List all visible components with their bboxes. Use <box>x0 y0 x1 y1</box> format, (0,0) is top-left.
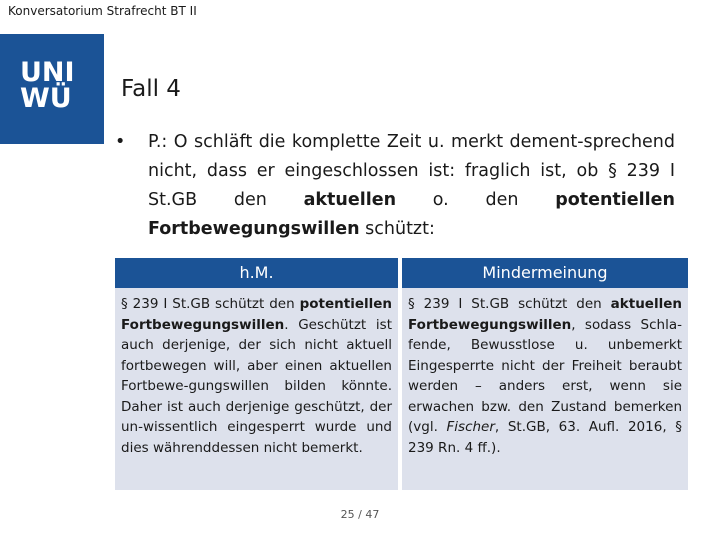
column-heading-hm: h.M. <box>115 258 398 288</box>
university-logo <box>0 34 104 144</box>
course-title: Konversatorium Strafrecht BT II <box>8 4 197 18</box>
bullet-bold-potentiellen: potentiellen Fortbewegungswillen <box>148 190 675 239</box>
column-body-mindermeinung <box>402 288 688 490</box>
bullet-text <box>148 128 675 244</box>
logo-line-2: WÜ <box>20 83 72 114</box>
column-majority-opinion <box>115 258 398 490</box>
column-bold-text: aktuellen Fortbewegungswillen <box>408 296 682 333</box>
slide-title: Fall 4 <box>121 76 181 102</box>
column-heading-mindermeinung: Mindermeinung <box>402 258 688 288</box>
column-text-part: . Geschützt ist auch derjenige, der sich nicht aktuell fortbewegen will, aber einen aktuellen Fortbewe-gungswillen bilden könnte. Daher ist auch derjenige geschützt, der un-wissentlich eingesperrt wurde und dies währenddessen nicht bemerkt. <box>121 316 392 456</box>
bullet-point <box>115 128 675 244</box>
column-bold-text: potentiellen Fortbewegungswillen <box>121 296 392 333</box>
column-italic-text: Fischer <box>446 419 495 435</box>
column-text-part: § 239 I St.GB schützt den <box>121 296 300 312</box>
column-text-part: , sodass Schla-fende, Bewusstlose u. unbemerkt Eingesperrte nicht der Freiheit beraubt werden – anders erst, wenn sie erwachen bzw. den Zustand bemerken (vgl. <box>408 316 682 435</box>
bullet-text-part: o. den <box>396 190 556 210</box>
bullet-dot-icon: • <box>115 132 126 152</box>
bullet-text-part: P.: O schläft die komplette Zeit u. merkt dement-sprechend nicht, dass er eingeschlossen ist: fraglich ist, ob § 239 I St.GB den <box>148 132 675 210</box>
logo-line-1: UNI <box>20 57 75 88</box>
column-minority-opinion <box>402 258 688 490</box>
bullet-bold-aktuellen: aktuellen <box>303 190 397 210</box>
bullet-text-part: schützt: <box>359 219 435 239</box>
page-number: 25 / 47 <box>340 508 380 521</box>
column-body-hm <box>115 288 398 490</box>
column-text-part: , St.GB, 63. Aufl. 2016, § 239 Rn. 4 ff.). <box>408 419 682 456</box>
column-text-part: § 239 I St.GB schützt den <box>408 296 611 312</box>
